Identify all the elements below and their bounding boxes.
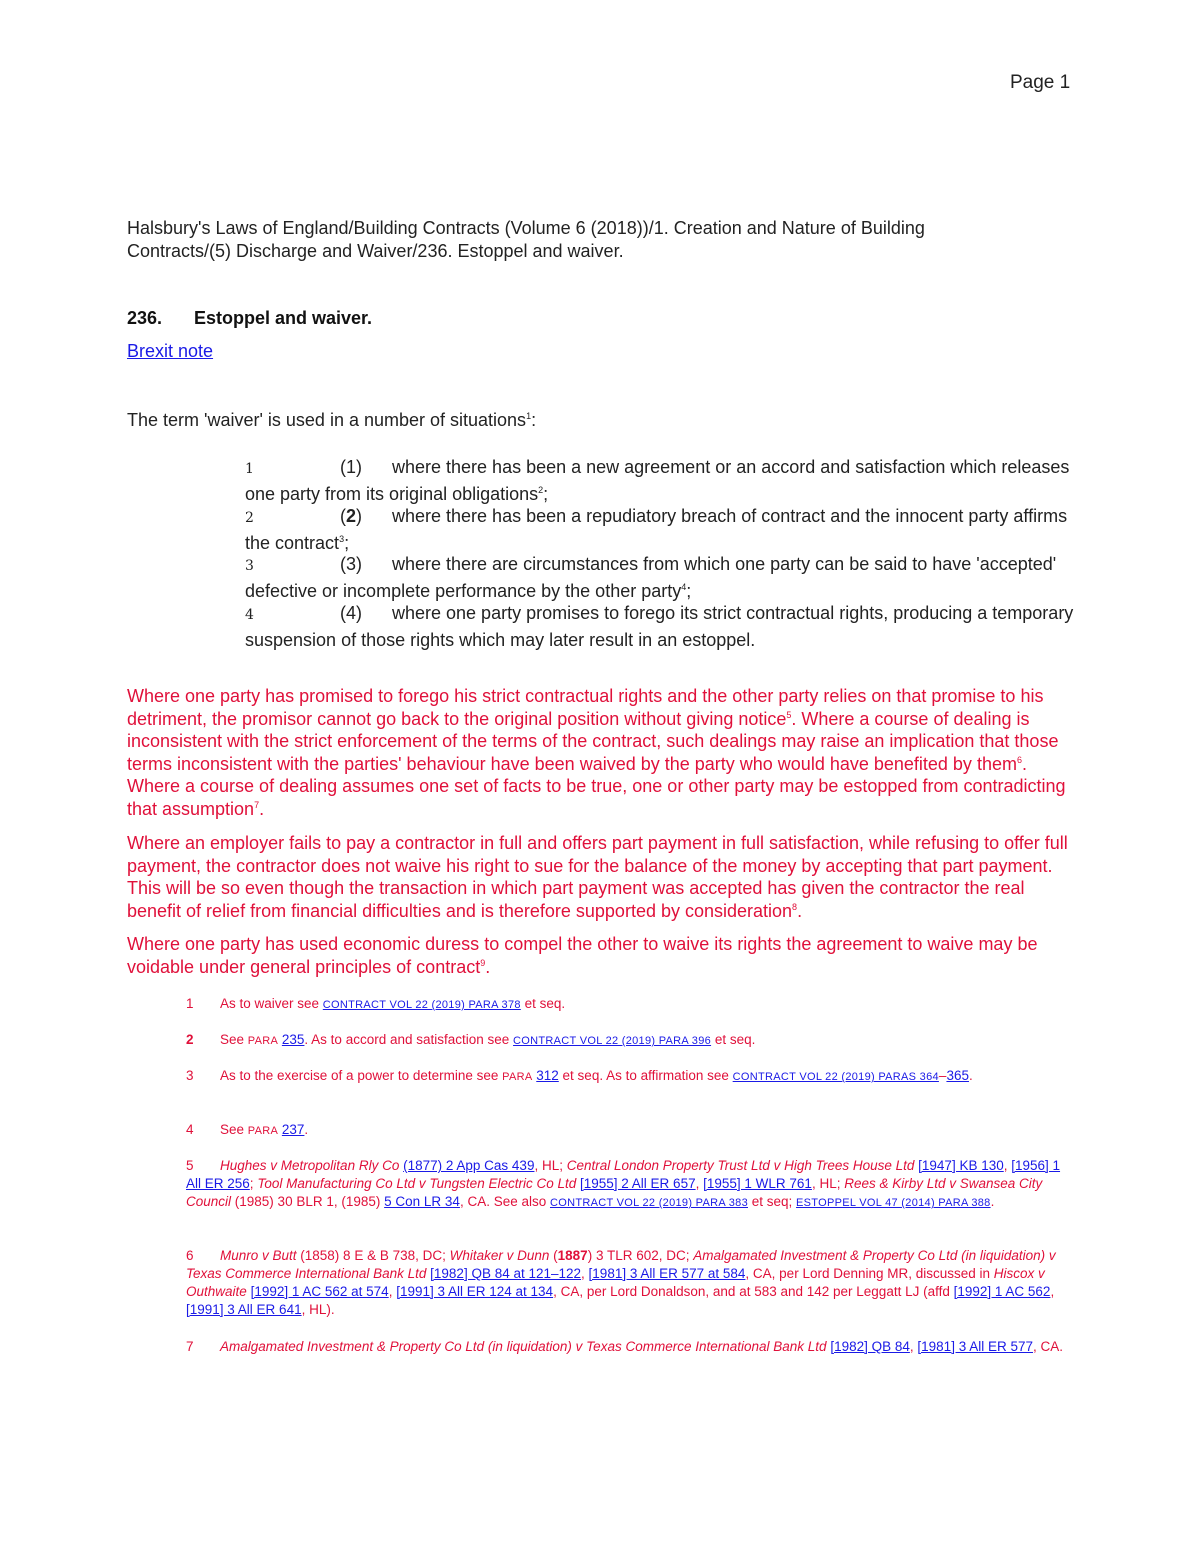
body-paragraph: Where an employer fails to pay a contractor in full and offers part payment in full satisfaction, while refusing to offer full payment, the contractor does not waive his right to sue for the balance of the money by accepting that part payment. This will be so even though the transaction in which part payment was accepted has given the contractor the real benefit of relief from financial difficulties and is therefore supported by consideration$^8$. xyxy=(127,833,1068,921)
footnote-number: 6 xyxy=(186,1248,194,1263)
footnote: 3 As to the exercise of a power to determine see PARA 312 et seq. As to affirmation see CONTRACT VOL 22 (2019) PARAS 364–365. xyxy=(186,1068,973,1083)
list-index: 3 xyxy=(245,558,254,574)
footnote-ref[interactable]: 1 xyxy=(526,411,532,421)
footnote-ref[interactable]: 7 xyxy=(254,799,260,810)
footnote-ref[interactable]: 2 xyxy=(538,485,544,495)
footnote: 2 See PARA 235. As to accord and satisfaction see CONTRACT VOL 22 (2019) PARA 396 et seq. xyxy=(186,1032,756,1047)
intro-text: The term 'waiver' is used in a number of situations$^1$: xyxy=(127,410,537,430)
list-item: 2 (2) where there has been a repudiatory breach of contract and the innocent party affirms the contract$^3$; xyxy=(245,506,1068,553)
footnote-link[interactable]: [1982] QB 84 at 121–122 xyxy=(430,1266,582,1281)
footnote-link[interactable]: 5 Con LR 34 xyxy=(384,1194,460,1209)
footnote-link[interactable]: [1956] 1 All ER 256 xyxy=(186,1158,1061,1191)
footnote-link[interactable]: [1991] 3 All ER 641 xyxy=(186,1302,302,1317)
list-index: 4 xyxy=(245,607,254,623)
case-name: Hughes v Metropolitan Rly Co xyxy=(220,1158,400,1173)
footnote-link[interactable]: 312 xyxy=(536,1068,559,1083)
footnote: 6 Munro v Butt (1858) 8 E & B 738, DC; Whitaker v Dunn (1887) 3 TLR 602, DC; Amalgamated Investment & Property Co Ltd (in liquidation) v Texas Commerce International Bank Ltd [1982] QB 84 at 121–122, [1981] 3 All ER 577 at 584, CA, per Lord Denning MR, discussed in Hiscox v Outhwaite [1992] 1 AC 562 at 574, [1991] 3 All ER 124 at 134, CA, per Lord Donaldson, and at 583 and 142 per Leggatt LJ (affd [1992] 1 AC 562, [1991] 3 All ER 641, HL). xyxy=(186,1248,1056,1317)
footnote-link[interactable]: [1981] 3 All ER 577 at 584 xyxy=(588,1266,746,1281)
footnote: 4 See PARA 237. xyxy=(186,1122,309,1137)
case-name: Munro v Butt xyxy=(220,1248,297,1263)
list-label: (1) xyxy=(340,457,362,477)
case-name: Amalgamated Investment & Property Co Ltd (in liquidation) v Texas Commerce International Bank Ltd xyxy=(186,1248,1056,1281)
list-label: (4) xyxy=(340,603,362,623)
footnote: 7 Amalgamated Investment & Property Co Ltd (in liquidation) v Texas Commerce International Bank Ltd [1982] QB 84, [1981] 3 All ER 577, CA. xyxy=(186,1339,1064,1354)
case-name: Hiscox v Outhwaite xyxy=(186,1266,1045,1299)
case-name: Tool Manufacturing Co Ltd v Tungsten Electric Co Ltd xyxy=(257,1176,577,1191)
page-number: Page 1 xyxy=(1010,72,1071,93)
body-paragraph: Where one party has promised to forego his strict contractual rights and the other party relies on that promise to his detriment, the promisor cannot go back to the original position without giving notice$^5$. Where a course of dealing is inconsistent with the strict enforcement of the terms of the contract, such dealings may raise an implication that those terms inconsistent with the parties' behaviour have been waived by the party who would have benefited by them$^6$. Where a course of dealing assumes one set of facts to be true, one or other party may be estopped from contradicting that assumption$^7$. xyxy=(127,686,1066,819)
footnote-link[interactable]: [1992] 1 AC 562 at 574 xyxy=(250,1284,389,1299)
section-heading xyxy=(127,308,372,329)
footnote-link[interactable]: CONTRACT VOL 22 (2019) PARA 396 xyxy=(513,1035,712,1047)
list-item: 3 (3) where there are circumstances from which one party can be said to have 'accepted' defective or incomplete performance by the other party$^4$; xyxy=(245,554,1057,601)
footnote: 5 Hughes v Metropolitan Rly Co (1877) 2 App Cas 439, HL; Central London Property Trust Ltd v High Trees House Ltd [1947] KB 130, [1956] 1 All ER 256; Tool Manufacturing Co Ltd v Tungsten Electric Co Ltd [1955] 2 All ER 657, [1955] 1 WLR 761, HL; Rees & Kirby Ltd v Swansea City Council (1985) 30 BLR 1, (1985) 5 Con LR 34, CA. See also CONTRACT VOL 22 (2019) PARA 383 et seq; ESTOPPEL VOL 47 (2014) PARA 388. xyxy=(186,1158,1061,1209)
footnote-link[interactable]: 365 xyxy=(946,1068,969,1083)
footnote-ref[interactable]: 4 xyxy=(681,582,687,592)
footnote: 1 As to waiver see CONTRACT VOL 22 (2019) PARA 378 et seq. xyxy=(186,996,566,1011)
footnote-link[interactable]: [1955] 2 All ER 657 xyxy=(580,1176,696,1191)
section-title: Estoppel and waiver. xyxy=(194,308,373,328)
footnote-link[interactable]: ESTOPPEL VOL 47 (2014) PARA 388 xyxy=(796,1197,991,1209)
footnote-ref[interactable]: 5 xyxy=(786,709,792,720)
footnote-number: 4 xyxy=(186,1122,194,1137)
list-text: where there has been a repudiatory breach of contract and the innocent party affirms the contract xyxy=(245,506,1068,553)
list-item: 1 (1) where there has been a new agreement or an accord and satisfaction which releases one party from its original obligations$^2$; xyxy=(245,457,1070,504)
footnote-link[interactable]: CONTRACT VOL 22 (2019) PARA 378 xyxy=(322,999,521,1011)
footnote-ref[interactable]: 6 xyxy=(1016,754,1022,765)
list-label: (2) xyxy=(340,506,363,526)
footnote-number: 5 xyxy=(186,1158,194,1173)
footnote-link[interactable]: 235 xyxy=(281,1032,305,1047)
list-item xyxy=(245,601,1075,653)
footnote-link[interactable]: CONTRACT VOL 22 (2019) PARAS 364 xyxy=(732,1071,939,1083)
case-name: Rees & Kirby Ltd v Swansea City Council xyxy=(186,1176,1043,1209)
case-name: Whitaker v Dunn xyxy=(449,1248,550,1263)
list-text: where there has been a new agreement or an accord and satisfaction which releases one party from its original obligations xyxy=(245,457,1070,504)
footnote-number: 2 xyxy=(186,1032,194,1047)
footnote-ref[interactable]: 3 xyxy=(339,534,345,544)
brexit-note-link[interactable]: Brexit note xyxy=(127,341,214,361)
section-number: 236. xyxy=(127,308,163,328)
footnote-link[interactable]: [1981] 3 All ER 577 xyxy=(917,1339,1033,1354)
list-text: where there are circumstances from which one party can be said to have 'accepted' defective or incomplete performance by the other party xyxy=(245,554,1057,601)
body-paragraph: Where one party has used economic duress to compel the other to waive its rights the agreement to waive may be voidable under general principles of contract$^9$. xyxy=(127,934,1038,977)
footnote-link[interactable]: [1947] KB 130 xyxy=(918,1158,1004,1173)
case-name: Central London Property Trust Ltd v High Trees House Ltd xyxy=(566,1158,915,1173)
breadcrumb: Halsbury's Laws of England/Building Contracts (Volume 6 (2018))/1. Creation and Nature of Building Contracts/(5) Discharge and Waiver/236. Estoppel and waiver. xyxy=(127,218,925,261)
list-index: 1 xyxy=(245,461,254,477)
list-label: (3) xyxy=(340,554,362,574)
list-text: where one party promises to forego its strict contractual rights, producing a temporary suspension of those rights which may later result in an estoppel. xyxy=(245,603,1074,650)
footnote-number: 1 xyxy=(186,996,194,1011)
footnote-link[interactable]: [1955] 1 WLR 761 xyxy=(703,1176,812,1191)
footnote-number: 7 xyxy=(186,1339,194,1354)
footnote-link[interactable]: [1991] 3 All ER 124 at 134 xyxy=(396,1284,554,1299)
footnote-link[interactable]: (1877) 2 App Cas 439 xyxy=(403,1158,535,1173)
footnote-ref[interactable]: 8 xyxy=(792,901,798,912)
footnote-link[interactable]: [1992] 1 AC 562 xyxy=(953,1284,1051,1299)
footnote-number: 3 xyxy=(186,1068,194,1083)
footnote-ref[interactable]: 9 xyxy=(480,957,486,968)
case-name: Amalgamated Investment & Property Co Ltd (in liquidation) v Texas Commerce International Bank Ltd xyxy=(220,1339,827,1354)
footnote-link[interactable]: CONTRACT VOL 22 (2019) PARA 383 xyxy=(549,1197,748,1209)
footnote-link[interactable]: 237 xyxy=(281,1122,305,1137)
footnote-link[interactable]: [1982] QB 84 xyxy=(830,1339,910,1354)
list-index: 2 xyxy=(245,510,254,526)
